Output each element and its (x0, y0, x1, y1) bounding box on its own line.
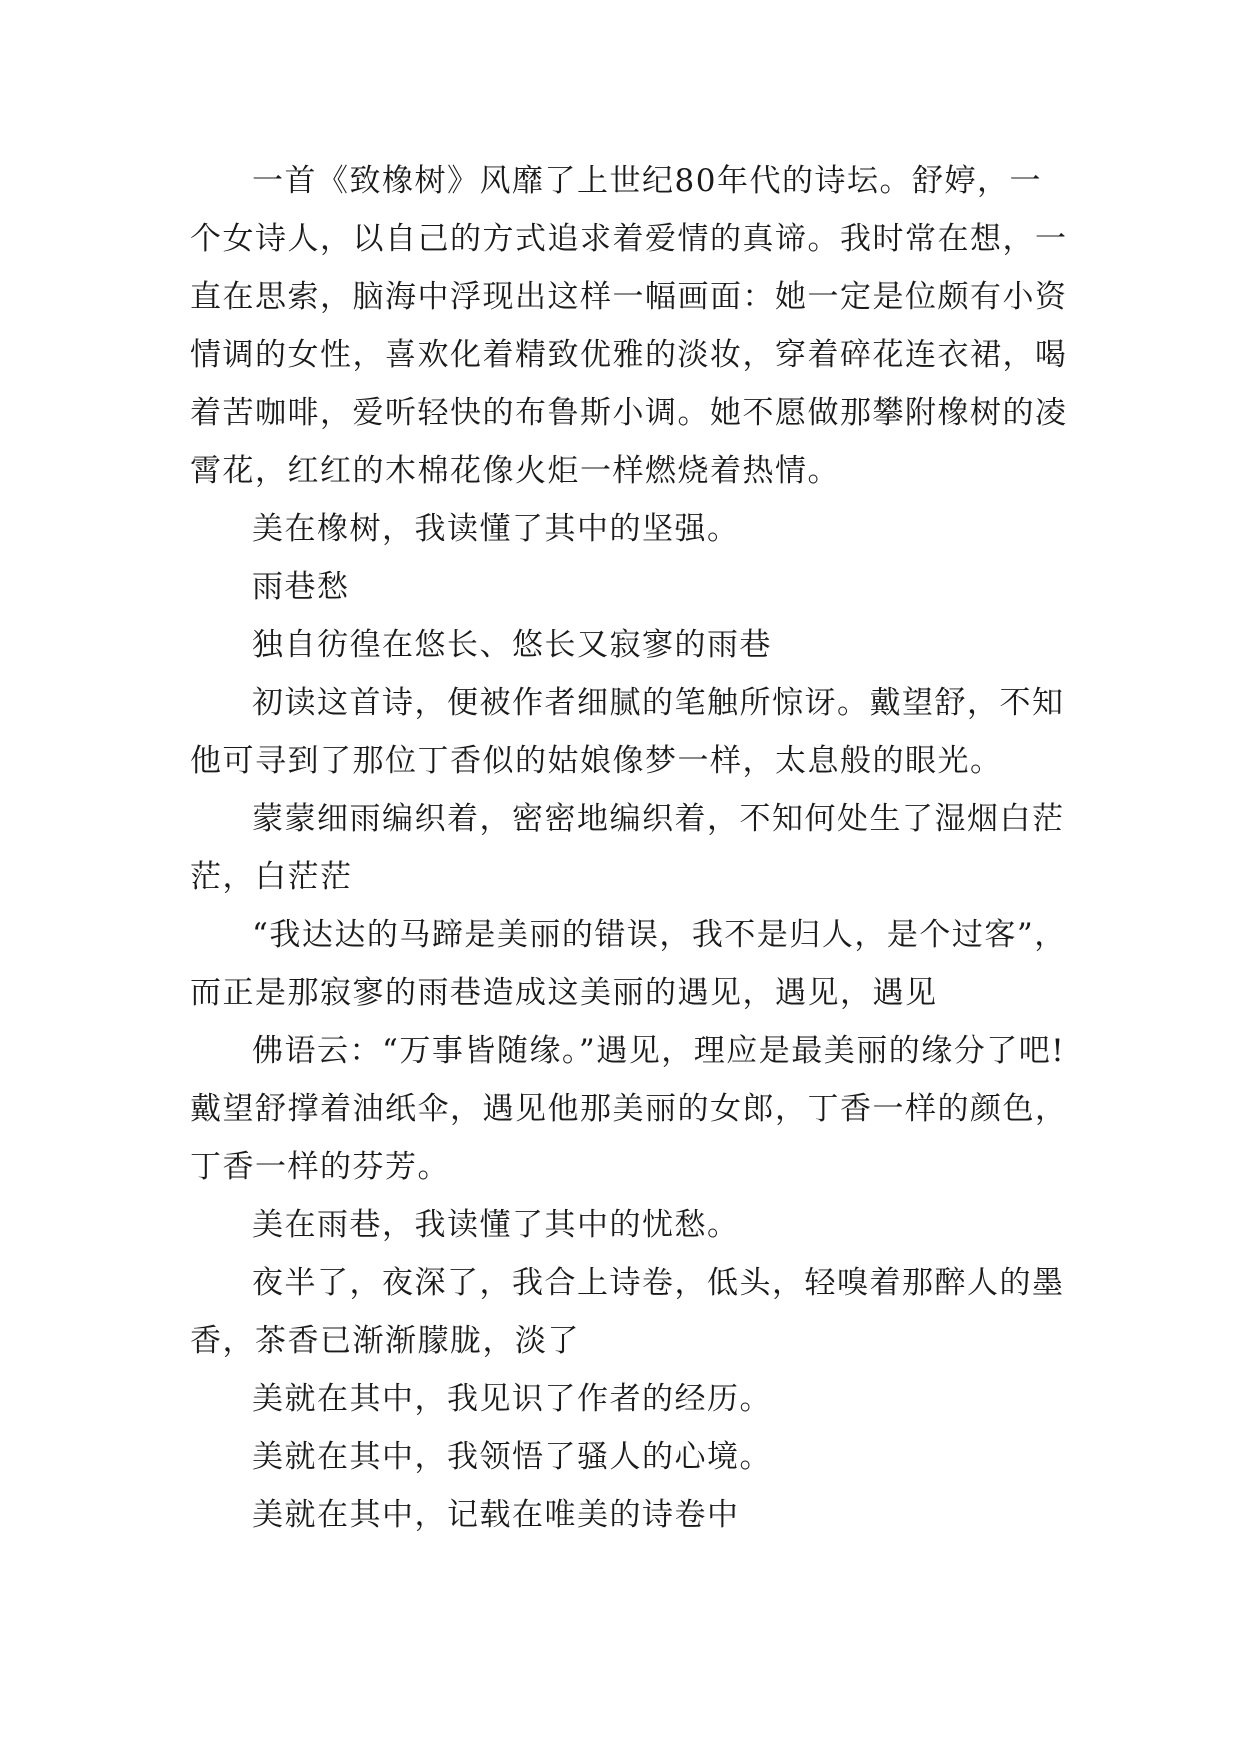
section-heading-rain-alley: 雨巷愁 (252, 569, 350, 605)
paragraph-shuting: 一首《致橡树》风靡了上世纪80年代的诗坛。舒婷，一个女诗人，以自己的方式追求着爱情的真谛。我时常在想，一直在思索，脑海中浮现出这样一幅画面：她一定是位颇有小资情调的女性，喜欢化着精致优雅的淡妆，穿着碎花连衣裙，喝着苦咖啡，爱听轻快的布鲁斯小调。她不愿做那攀附橡树的凌霄花，红红的木棉花像火炬一样燃烧着热情。 (190, 163, 1068, 489)
document-body (190, 152, 1070, 1544)
paragraph-drizzle: 蒙蒙细雨编织着，密密地编织着，不知何处生了湿烟白茫茫，白茫茫 (190, 801, 1065, 895)
paragraph-beauty-mood: 美就在其中，我领悟了骚人的心境。 (252, 1439, 772, 1475)
paragraph-hoofbeats: “我达达的马蹄是美丽的错误，我不是归人，是个过客”，而正是那寂寥的雨巷造成这美丽的遇见，遇见，遇见 (190, 917, 1067, 1011)
paragraph-beauty-experience: 美就在其中，我见识了作者的经历。 (252, 1381, 772, 1417)
paragraph-rain-alley-summary: 美在雨巷，我读懂了其中的忧愁。 (252, 1207, 740, 1243)
paragraph-midnight: 夜半了，夜深了，我合上诗卷，低头，轻嗅着那醉人的墨香，茶香已渐渐朦胧，淡了 (190, 1265, 1065, 1359)
paragraph-quote-rain-alley: 独自彷徨在悠长、悠长又寂寥的雨巷 (252, 627, 772, 663)
paragraph-buddhist-saying: 佛语云：“万事皆随缘。”遇见，理应是最美丽的缘分了吧!戴望舒撑着油纸伞，遇见他那美丽的女郎，丁香一样的颜色，丁香一样的芬芳。 (190, 1033, 1068, 1185)
paragraph-beauty-poems: 美就在其中，记载在唯美的诗卷中 (252, 1497, 740, 1533)
paragraph-dai-wangshu: 初读这首诗，便被作者细腻的笔触所惊讶。戴望舒，不知他可寻到了那位丁香似的姑娘像梦一样，太息般的眼光。 (190, 685, 1065, 779)
paragraph-oak-summary: 美在橡树，我读懂了其中的坚强。 (252, 511, 740, 547)
